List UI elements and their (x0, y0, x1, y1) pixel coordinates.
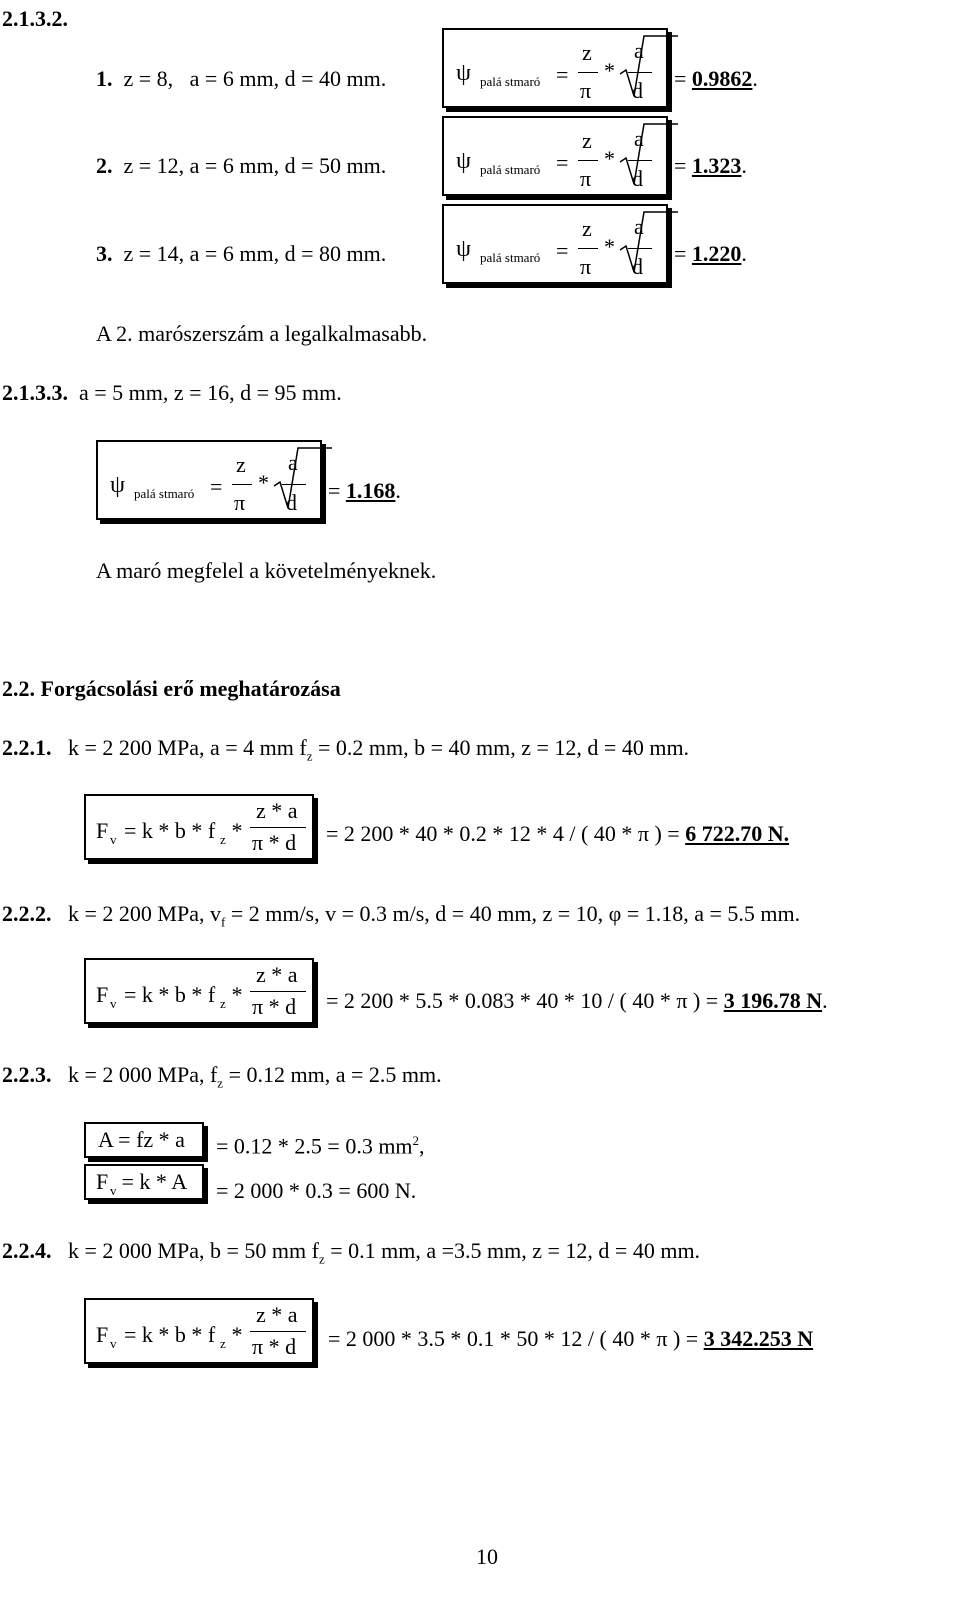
sqrt-numerator: a (634, 38, 644, 63)
conclusion-2132: A 2. marószerszám a legalkalmasabb. (96, 321, 428, 346)
section-221-line (2, 737, 689, 762)
section-224-line (2, 1240, 700, 1265)
item-2 (96, 155, 386, 177)
force-simple-box (84, 1164, 204, 1200)
force-body: = k * b * f (124, 982, 216, 1007)
calc-sup: 2 (412, 1133, 420, 1148)
result-suffix: . (395, 478, 401, 503)
section-label: 2.1.3.3. (2, 380, 68, 405)
times-sign: * (258, 470, 269, 495)
sqrt-denominator: d (632, 78, 643, 103)
fraction-denominator: π (580, 166, 592, 191)
item-number: 3. (96, 241, 113, 266)
psi-symbol: ψ (456, 236, 472, 262)
result-2133 (328, 480, 401, 502)
result-value: 0.9862 (691, 66, 753, 91)
force-rest: = k * A (116, 1169, 188, 1194)
fraction-denominator: π * d (252, 1334, 297, 1359)
psi-formula-box-4 (96, 440, 322, 520)
params-b: = 0.2 mm, b = 40 mm, z = 12, d = 40 mm. (312, 735, 690, 760)
times-sign: * (604, 58, 615, 83)
calc-text: = 2 200 * 40 * 0.2 * 12 * 4 / ( 40 * π ) = (326, 821, 686, 846)
fraction-numerator: z * a (256, 798, 298, 823)
area-formula: A = fz * a (98, 1127, 185, 1152)
sqrt-fraction-bar (628, 160, 652, 161)
calc-224 (328, 1328, 813, 1350)
params-a: k = 2 000 MPa, b = 50 mm f (68, 1238, 319, 1263)
psi-symbol: ψ (456, 148, 472, 174)
times-sign: * (226, 818, 243, 843)
force-symbol: F (96, 1169, 109, 1194)
result-1 (674, 68, 758, 90)
section-label: 2.2.3. (2, 1062, 52, 1087)
result-prefix: = (674, 153, 692, 178)
force-subscript: v (110, 832, 117, 847)
sqrt-numerator: a (634, 126, 644, 151)
force-symbol: F (96, 1322, 109, 1347)
calc-222 (326, 990, 828, 1012)
force-body-subscript: z (220, 1336, 226, 1351)
fraction-bar (250, 1331, 306, 1332)
item-params: z = 8, a = 6 mm, d = 40 mm. (123, 66, 387, 91)
section-label: 2.2.1. (2, 735, 52, 760)
equals-sign: = (210, 474, 223, 499)
fraction-bar (578, 248, 598, 249)
fraction-numerator: z * a (256, 962, 298, 987)
equals-sign: = (556, 238, 569, 263)
force-body: = k * b * f (124, 818, 216, 843)
fraction-numerator: z * a (256, 1302, 298, 1327)
sqrt-fraction-bar (282, 484, 306, 485)
sqrt-denominator: d (286, 490, 297, 515)
sqrt-numerator: a (634, 214, 644, 239)
section-title-2132: 2.1.3.2. (2, 6, 68, 31)
section-label: 2.2.4. (2, 1238, 52, 1263)
times-sign: * (604, 234, 615, 259)
result-suffix: . (741, 153, 747, 178)
psi-subscript: palá stmaró (480, 250, 541, 265)
psi-subscript: palá stmaró (480, 74, 541, 89)
fraction-numerator: z (236, 452, 246, 477)
area-formula-box (84, 1122, 204, 1158)
psi-formula-box-3 (442, 204, 668, 284)
conclusion-2133: A maró megfelel a követelményeknek. (96, 558, 437, 583)
params-b: = 2 mm/s, v = 0.3 m/s, d = 40 mm, z = 10, φ = 1.18, a = 5.5 mm. (225, 901, 801, 926)
times-sign: * (226, 1322, 243, 1347)
page-number: 10 (476, 1544, 498, 1569)
force-subscript: v (110, 1183, 117, 1198)
sqrt-fraction-bar (628, 248, 652, 249)
result-value: 6 722.70 N. (685, 821, 790, 846)
fraction-bar (578, 72, 598, 73)
calc-223-area (216, 1134, 425, 1157)
params-a: k = 2 000 MPa, f (68, 1062, 218, 1087)
item-1 (96, 68, 386, 90)
section-2133-line (2, 382, 342, 404)
force-body-subscript: z (220, 832, 226, 847)
section-label: 2.2.2. (2, 901, 52, 926)
calc-text: = 2 000 * 3.5 * 0.1 * 50 * 12 / ( 40 * π ) = (328, 1326, 704, 1351)
fraction-denominator: π (234, 490, 246, 515)
fraction-denominator: π (580, 254, 592, 279)
params-sub: z (318, 1251, 325, 1267)
psi-symbol: ψ (456, 60, 472, 86)
item-number: 2. (96, 153, 113, 178)
section-title-22: 2.2. Forgácsolási erő meghatározása (2, 676, 341, 701)
fraction-denominator: π * d (252, 994, 297, 1019)
result-value: 1.323 (691, 153, 742, 178)
calc-text: = 0.12 * 2.5 = 0.3 mm (216, 1133, 413, 1159)
psi-formula-box-1 (442, 28, 668, 108)
fraction-numerator: z (582, 216, 592, 241)
force-formula-box-2 (84, 958, 314, 1024)
sqrt-denominator: d (632, 166, 643, 191)
fraction-numerator: z (582, 128, 592, 153)
sqrt-denominator: d (632, 254, 643, 279)
calc-end: , (419, 1133, 425, 1159)
result-prefix: = (328, 478, 346, 503)
times-sign: * (604, 146, 615, 171)
psi-formula-box-2 (442, 116, 668, 196)
sqrt-fraction-bar (628, 72, 652, 73)
item-params: z = 14, a = 6 mm, d = 80 mm. (123, 241, 387, 266)
result-value: 1.220 (691, 241, 742, 266)
params-b: = 0.1 mm, a =3.5 mm, z = 12, d = 40 mm. (324, 1238, 701, 1263)
result-value: 3 342.253 N (703, 1326, 814, 1351)
result-value: 1.168 (345, 478, 396, 503)
force-formula-box-1 (84, 794, 314, 860)
section-params: a = 5 mm, z = 16, d = 95 mm. (79, 380, 342, 405)
sqrt-numerator: a (288, 450, 298, 475)
calc-221 (326, 823, 789, 845)
params-a: k = 2 200 MPa, v (68, 901, 221, 926)
params-a: k = 2 200 MPa, a = 4 mm f (68, 735, 307, 760)
calc-223-force: = 2 000 * 0.3 = 600 N. (216, 1178, 417, 1203)
force-body-subscript: z (220, 996, 226, 1011)
result-prefix: = (674, 66, 692, 91)
psi-subscript: palá stmaró (480, 162, 541, 177)
item-3 (96, 243, 386, 265)
params-sub: f (220, 914, 226, 930)
force-subscript: v (110, 1336, 117, 1351)
result-2 (674, 155, 747, 177)
result-value: 3 196.78 N (723, 988, 823, 1013)
item-number: 1. (96, 66, 113, 91)
calc-text: = 2 200 * 5.5 * 0.083 * 40 * 10 / ( 40 * π ) = (326, 988, 724, 1013)
equals-sign: = (556, 150, 569, 175)
fraction-bar (578, 160, 598, 161)
force-formula-box-3 (84, 1298, 314, 1364)
force-subscript: v (110, 996, 117, 1011)
params-sub: z (306, 748, 313, 764)
fraction-bar (232, 484, 252, 485)
fraction-bar (250, 827, 306, 828)
result-suffix: . (822, 988, 828, 1013)
times-sign: * (226, 982, 243, 1007)
equals-sign: = (556, 62, 569, 87)
psi-symbol: ψ (110, 472, 126, 498)
fraction-numerator: z (582, 40, 592, 65)
result-prefix: = (674, 241, 692, 266)
section-222-line (2, 903, 800, 928)
result-suffix: . (752, 66, 758, 91)
force-body: = k * b * f (124, 1322, 216, 1347)
fraction-bar (250, 991, 306, 992)
params-sub: z (217, 1075, 224, 1091)
fraction-denominator: π * d (252, 830, 297, 855)
params-b: = 0.12 mm, a = 2.5 mm. (223, 1062, 442, 1087)
force-symbol: F (96, 982, 109, 1007)
section-223-line (2, 1064, 442, 1089)
force-symbol: F (96, 818, 109, 843)
item-params: z = 12, a = 6 mm, d = 50 mm. (123, 153, 387, 178)
result-3 (674, 243, 747, 265)
fraction-denominator: π (580, 78, 592, 103)
result-suffix: . (741, 241, 747, 266)
psi-subscript: palá stmaró (134, 486, 195, 501)
